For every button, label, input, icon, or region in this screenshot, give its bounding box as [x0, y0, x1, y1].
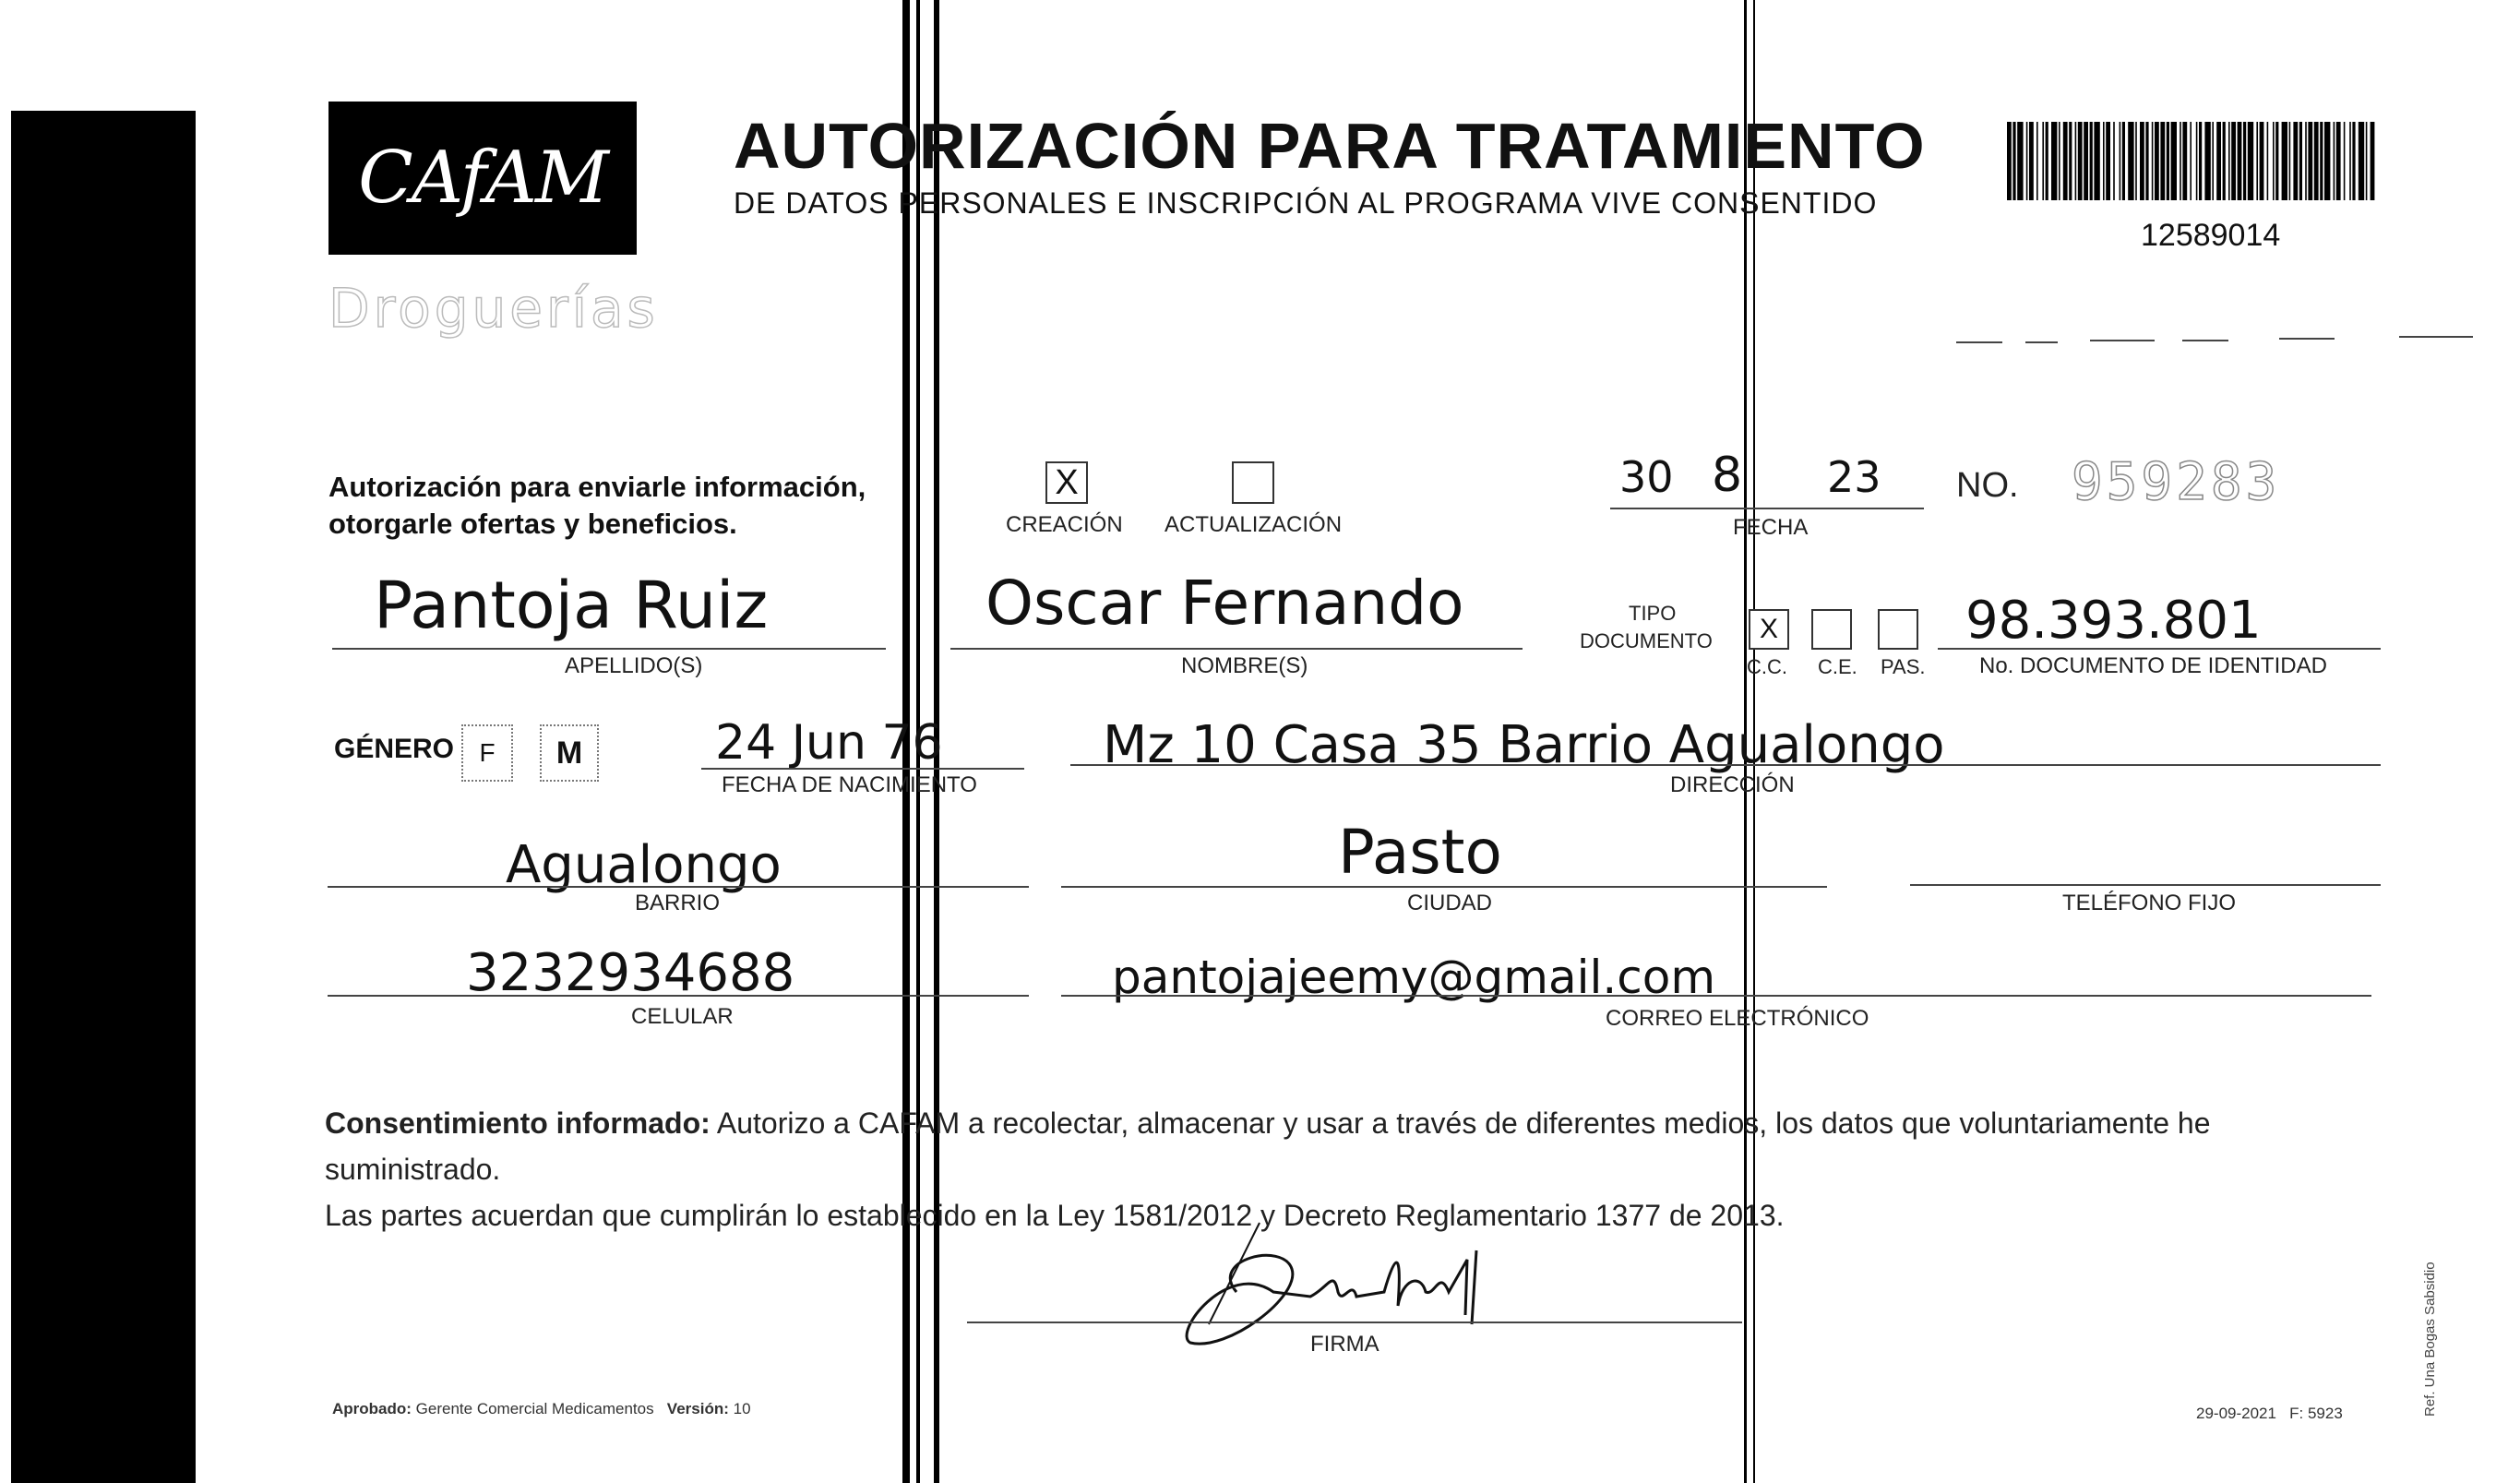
divider	[2279, 338, 2335, 340]
email-value[interactable]: pantojajeemy@gmail.com	[1112, 951, 1716, 1004]
city-value[interactable]: Pasto	[1338, 817, 1502, 888]
divider	[2182, 340, 2228, 341]
gender-m-box[interactable]	[540, 724, 599, 782]
date-year[interactable]: 23	[1827, 452, 1881, 502]
cc-checkbox[interactable]	[1749, 609, 1789, 650]
date-code: 29-09-2021	[2196, 1405, 2276, 1422]
neighborhood-line	[328, 886, 1029, 888]
authorization-intro	[328, 469, 866, 543]
city-line	[1061, 886, 1827, 888]
ce-label: C.E.	[1818, 655, 1857, 678]
mobile-line	[328, 995, 1029, 997]
form-title: AUTORIZACIÓN PARA TRATAMIENTO	[734, 110, 1926, 182]
signature-label: FIRMA	[1310, 1332, 1379, 1357]
update-checkbox[interactable]	[1232, 461, 1274, 504]
birth-date-label: FECHA DE NACIMIENTO	[722, 772, 977, 797]
barcode	[2007, 122, 2376, 200]
creation-label: CREACIÓN	[1006, 512, 1123, 537]
surnames-label: APELLIDO(S)	[565, 653, 703, 678]
barcode-number: 12589014	[2141, 218, 2281, 253]
scan-black-margin	[11, 111, 196, 1483]
address-line	[1070, 764, 2381, 766]
gender-f-label: F	[479, 738, 496, 767]
doc-type-label-1: TIPO	[1629, 602, 1677, 625]
email-line	[1061, 995, 2371, 997]
date-line	[1610, 508, 1924, 509]
neighborhood-value[interactable]: Agualongo	[506, 835, 782, 895]
birth-date-line	[701, 768, 1024, 770]
gender-f-box[interactable]	[461, 724, 513, 782]
form-code: F: 5923	[2289, 1405, 2343, 1422]
consent-heading: Consentimiento informado:	[325, 1106, 711, 1140]
side-vertical-text: Ref. Una Bogas Sabsidio	[2422, 1262, 2438, 1417]
approved-info	[332, 1400, 751, 1418]
gender-label: GÉNERO	[334, 734, 455, 764]
signature-line[interactable]	[967, 1322, 1742, 1323]
intro-line-1: Autorización para enviarle información,	[328, 471, 866, 503]
surnames-line	[332, 648, 886, 650]
cc-mark: X	[1759, 614, 1778, 644]
doc-number-line	[1938, 648, 2381, 650]
creation-mark: X	[1055, 463, 1079, 502]
phone-line[interactable]	[1910, 884, 2381, 886]
divider	[2090, 340, 2155, 341]
neighborhood-label: BARRIO	[635, 891, 721, 915]
date-month[interactable]: 8	[1712, 448, 1743, 503]
consent-line-2: Las partes acuerdan que cumplirán lo establecido en la Ley 1581/2012 y Decreto Reglamentario 1377 de 2013.	[325, 1199, 1785, 1232]
version-label: Versión:	[666, 1400, 729, 1417]
approved-label: Aprobado:	[332, 1400, 412, 1417]
version-value: 10	[733, 1400, 751, 1417]
address-label: DIRECCIÓN	[1670, 772, 1795, 797]
surnames-value[interactable]: Pantoja Ruiz	[374, 568, 769, 643]
cafam-logo	[328, 102, 637, 255]
pas-checkbox[interactable]	[1878, 609, 1918, 650]
logo-text: CAfAM	[358, 137, 607, 220]
doc-number-value[interactable]: 98.393.801	[1965, 591, 2262, 651]
no-label: NO.	[1956, 466, 2019, 505]
ce-checkbox[interactable]	[1811, 609, 1852, 650]
date-day[interactable]: 30	[1619, 452, 1674, 502]
consent-line-1	[325, 1100, 2392, 1192]
doc-type-label-2: DOCUMENTO	[1580, 629, 1713, 652]
mobile-value[interactable]: 3232934688	[466, 943, 795, 1003]
names-value[interactable]: Oscar Fernando	[985, 568, 1464, 639]
footer-codes	[2196, 1405, 2343, 1423]
doc-number-label: No. DOCUMENTO DE IDENTIDAD	[1979, 653, 2327, 678]
city-label: CIUDAD	[1407, 891, 1493, 915]
approved-value: Gerente Comercial Medicamentos	[415, 1400, 654, 1417]
consent-text-1: Autorizo a CAFAM a recolectar, almacenar y usar a través de diferentes medios, los datos que voluntariamente he suministrado.	[325, 1106, 2211, 1186]
divider	[1956, 341, 2002, 343]
update-label: ACTUALIZACIÓN	[1164, 512, 1343, 537]
address-value[interactable]: Mz 10 Casa 35 Barrio Agualongo	[1103, 715, 1945, 775]
creation-checkbox[interactable]	[1045, 461, 1088, 504]
intro-line-2: otorgarle ofertas y beneficios.	[328, 508, 737, 540]
names-label: NOMBRE(S)	[1181, 653, 1308, 678]
email-label: CORREO ELECTRÓNICO	[1606, 1006, 1869, 1031]
gender-m-mark: M	[555, 736, 583, 771]
divider	[2025, 341, 2058, 343]
date-label: FECHA	[1733, 515, 1809, 540]
birth-date-value[interactable]: 24 Jun 76	[715, 715, 943, 771]
form-subtitle: DE DATOS PERSONALES E INSCRIPCIÓN AL PROGRAMA VIVE CONSENTIDO	[734, 186, 1878, 220]
names-line	[950, 648, 1523, 650]
mobile-label: CELULAR	[631, 1004, 734, 1029]
logo-subtext: Droguerías	[328, 277, 659, 340]
phone-label: TELÉFONO FIJO	[2062, 891, 2237, 915]
form-number: 959283	[2072, 452, 2281, 512]
pas-label: PAS.	[1881, 655, 1926, 678]
cc-label: C.C.	[1747, 655, 1787, 678]
divider	[2399, 336, 2473, 338]
